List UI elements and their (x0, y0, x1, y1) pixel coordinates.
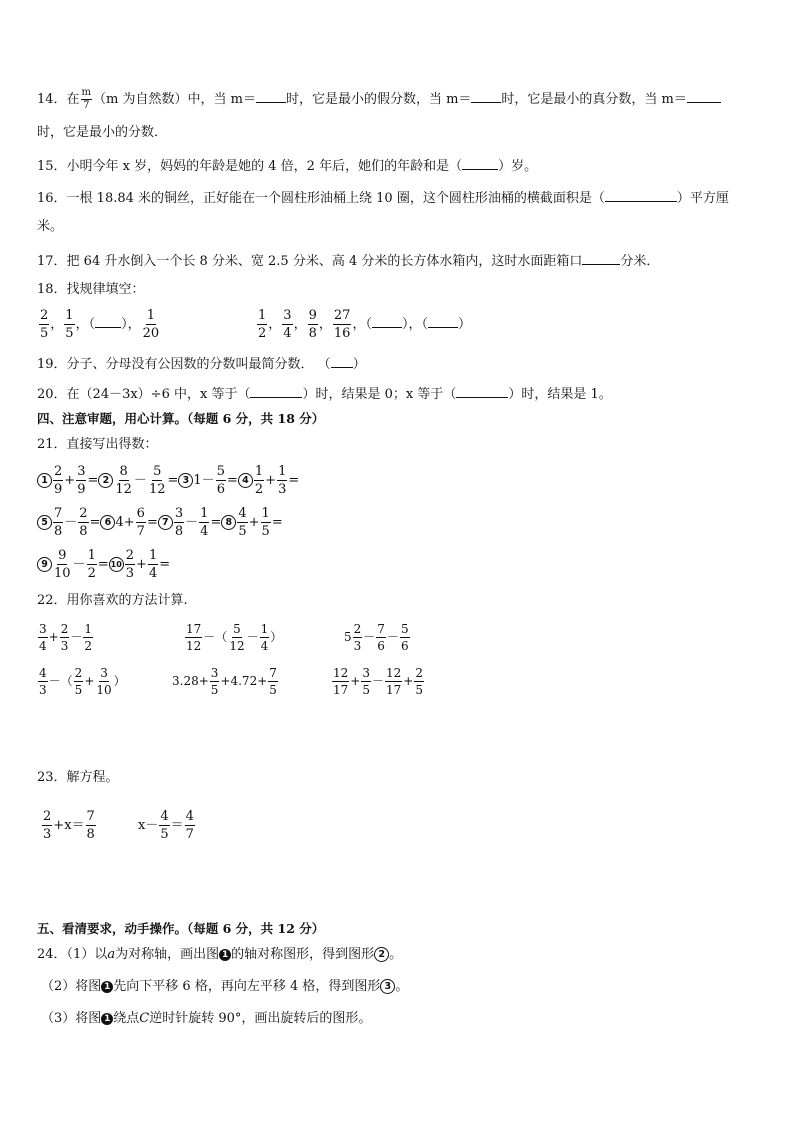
question-24-part-3: （3）将图 1 绕点C逆时针旋转 90°，画出旋转后的图形。 (41, 1011, 372, 1026)
q14-blank-3[interactable] (687, 89, 721, 103)
section-4-title: 四、注意审题，用心计算。（每题 6 分，共 18 分） (37, 411, 325, 426)
question-18-title: 18．找规律填空： (37, 282, 145, 297)
figure-1-marker: 1 (101, 1013, 113, 1025)
circled-number-10: 10 (109, 557, 124, 572)
figure-1-marker: 1 (101, 981, 113, 993)
q22-expr-6: $\frac{12}{17}$ + $\frac{3}{5}$ － $\frac{12}{17}$ + $\frac{2}{5}$ (333, 666, 423, 697)
question-14-line1: 14．在 $\frac{m}{7}$ （m 为自然数）中，当 m＝ 时，它是最小的假分数，当 m＝ 时，它是最小的真分数，当 m＝ (37, 88, 721, 111)
circled-number-2: 2 (98, 473, 113, 488)
q15-blank[interactable] (462, 156, 498, 170)
q22-expr-5: 3.28+ $\frac{3}{5}$ +4.72+ $\frac{7}{5}$ (172, 666, 277, 697)
circled-number-3: 3 (178, 473, 193, 488)
question-17: 17．把 64 升水倒入一个长 8 分米、宽 2.5 分米、高 4 分米的长方体水箱内，这时水面距箱口 分米． (37, 251, 659, 271)
q23-equation-1: $\frac{2}{3}$ +x＝ $\frac{7}{8}$ (43, 809, 95, 842)
circled-number-1: 1 (37, 473, 52, 488)
q20-blank-2[interactable] (456, 384, 508, 398)
circled-number-4: 4 (238, 473, 253, 488)
section-5-title: 五、看清要求，动手操作。（每题 6 分，共 12 分） (37, 921, 325, 936)
q21-row-3: 9 $\frac{9}{10}$ － $\frac{1}{2}$ = 10 $\frac{2}{3}$ + $\frac{1}{4}$ = (37, 547, 170, 583)
question-15: 15．小明今年 x 岁，妈妈的年龄是她的 4 倍，2 年后，她们的年龄和是（ ）岁。 (37, 156, 537, 176)
q17-blank[interactable] (582, 251, 620, 265)
figure-1-marker: 1 (219, 949, 231, 961)
q14-blank-1[interactable] (256, 89, 286, 103)
figure-2-marker: 2 (374, 947, 389, 962)
q19-blank[interactable] (331, 354, 353, 368)
question-16-line1: 16．一根 18.84 米的铜丝，正好能在一个圆柱形油桶上绕 10 圈，这个圆柱形油桶的横截面积是（ ）平方厘 (37, 188, 729, 208)
question-18-sequence-2: $\frac{1}{2}$ ， $\frac{3}{4}$ ， $\frac{9}{8}$ ， $\frac{27}{16}$ ，（ ），（ ） (258, 308, 472, 341)
q21-row-2: 5 $\frac{7}{8}$ － $\frac{2}{8}$ = 6 4+ $\frac{6}{7}$ = 7 $\frac{3}{8}$ － $\frac{1}{4}$ = 8 $\frac{4}{5}$ + $\frac{1}{5}$ = (37, 505, 283, 541)
q23-equation-2: x－ $\frac{4}{5}$ ＝ $\frac{4}{7}$ (138, 809, 194, 842)
q22-expr-3: 5 $\frac{2}{3}$ － $\frac{7}{6}$ － $\frac{5}{6}$ (344, 622, 409, 653)
question-24-part-2: （2）将图 1 先向下平移 6 格，再向左平移 4 格，得到图形 3 。 (41, 979, 409, 994)
circled-number-8: 8 (221, 515, 236, 530)
circled-number-7: 7 (158, 515, 173, 530)
question-22-title: 22．用你喜欢的方法计算. (37, 593, 188, 608)
q14-prefix: 14．在 (37, 92, 80, 107)
circled-number-9: 9 (37, 557, 52, 572)
question-21-title: 21．直接写出得数： (37, 437, 158, 452)
q14-fraction: $\frac{m}{7}$ (81, 87, 92, 111)
figure-3-marker: 3 (380, 979, 395, 994)
q22-expr-2: $\frac{17}{12}$ －（ $\frac{5}{12}$ － $\frac{1}{4}$ ） (186, 622, 283, 653)
question-23-title: 23．解方程。 (37, 770, 119, 785)
q18-blank-1[interactable] (95, 314, 121, 328)
q22-expr-1: $\frac{3}{4}$ + $\frac{2}{3}$ － $\frac{1}{2}$ (39, 622, 92, 653)
q20-blank-1[interactable] (250, 384, 302, 398)
question-18-sequence-1: $\frac{2}{5}$ ， $\frac{1}{5}$ ，（ ）， $\frac{1}{20}$ (40, 308, 160, 341)
circled-number-5: 5 (37, 515, 52, 530)
circled-number-6: 6 (100, 515, 115, 530)
question-16-line2: 米。 (37, 219, 64, 234)
q18-blank-3[interactable] (428, 314, 458, 328)
question-20: 20．在（24－3x）÷6 中，x 等于（ ）时，结果是 0；x 等于（ ）时，结果是 1。 (37, 384, 612, 404)
q18-blank-2[interactable] (372, 314, 402, 328)
q22-expr-4: $\frac{4}{3}$ －（ $\frac{2}{5}$ + $\frac{3}{10}$ ） (39, 666, 126, 697)
question-19: 19．分子、分母没有公因数的分数叫最简分数． （ ） (37, 354, 366, 374)
question-14-line2: 时，它是最小的分数． (37, 125, 168, 140)
question-24-part-1: 24．（1）以a为对称轴，画出图 1 的轴对称图形，得到图形 2 。 (37, 947, 403, 962)
q16-blank[interactable] (605, 188, 677, 202)
q14-blank-2[interactable] (471, 89, 501, 103)
q21-row-1: 1 $\frac{2}{9}$ + $\frac{3}{9}$ = 2 $\frac{8}{12}$ － $\frac{5}{12}$ = 3 1－ $\frac{5}{6}$ = 4 $\frac{1}{2}$ + $\frac{1}{3}$ = (37, 463, 299, 499)
